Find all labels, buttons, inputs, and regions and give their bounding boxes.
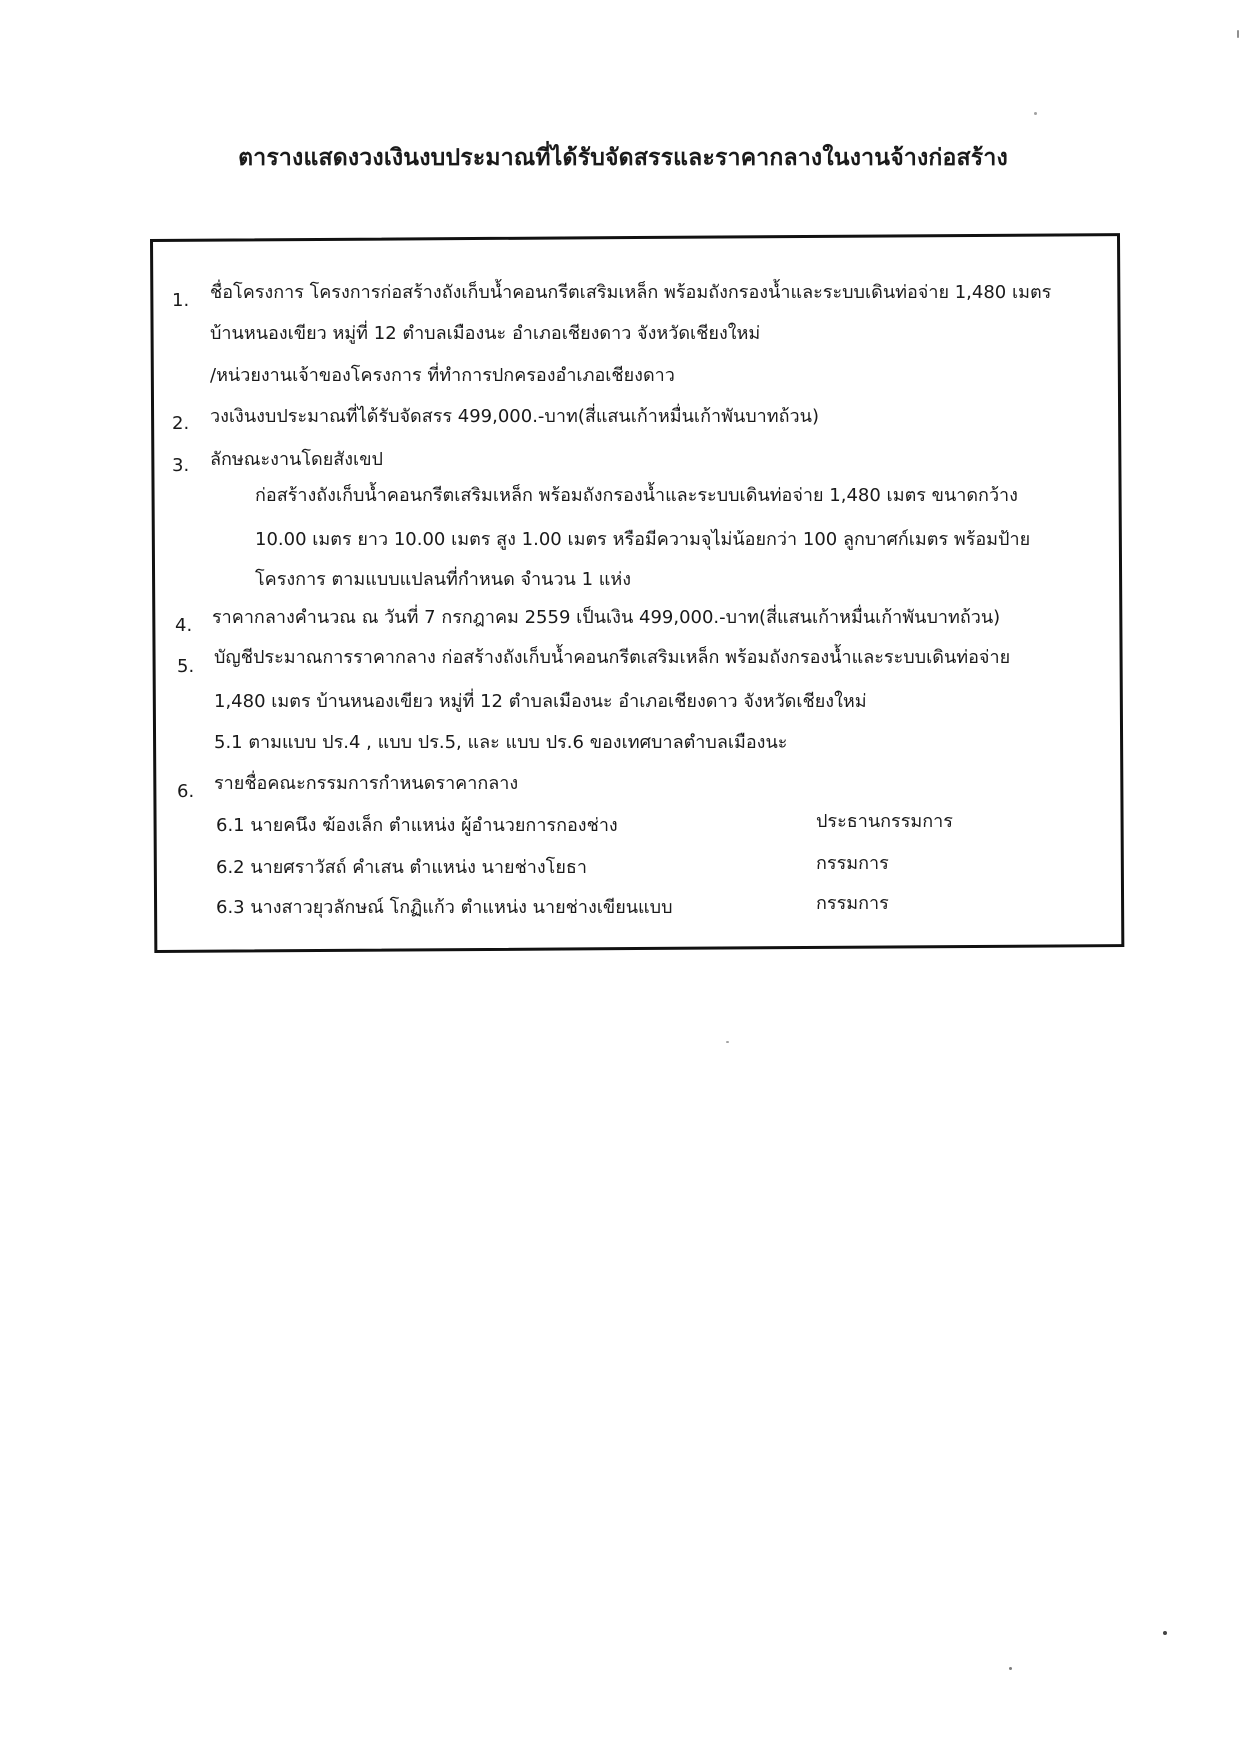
scan-speck bbox=[1009, 1667, 1012, 1670]
item-6-number: 6. bbox=[177, 781, 195, 802]
committee-member-1: 6.1 นายคนึง ฆ้องเล็ก ตำแหน่ง ผู้อำนวยการกองช่าง bbox=[216, 815, 618, 836]
item-2-number: 2. bbox=[172, 413, 190, 434]
item-5-line-3: 5.1 ตามแบบ ปร.4 , แบบ ปร.5, และ แบบ ปร.6 ของเทศบาลตำบลเมืองนะ bbox=[214, 732, 788, 753]
committee-role-3: กรรมการ bbox=[816, 893, 889, 914]
item-5-line-1: บัญชีประมาณการราคากลาง ก่อสร้างถังเก็บน้ำคอนกรีตเสริมเหล็ก พร้อมถังกรองน้ำและระบบเดินท่อจ่าย bbox=[214, 647, 1011, 668]
committee-member-3: 6.3 นางสาวยุวลักษณ์ โกฏิแก้ว ตำแหน่ง นายช่างเขียนแบบ bbox=[216, 897, 673, 918]
item-6-line-1: รายชื่อคณะกรรมการกำหนดราคากลาง bbox=[214, 773, 519, 794]
scan-speck bbox=[1163, 1631, 1167, 1635]
committee-role-2: กรรมการ bbox=[816, 853, 889, 874]
item-3-line-2: ก่อสร้างถังเก็บน้ำคอนกรีตเสริมเหล็ก พร้อมถังกรองน้ำและระบบเดินท่อจ่าย 1,480 เมตร ขนาดกว้าง bbox=[255, 485, 1018, 506]
item-1-line-2: บ้านหนองเขียว หมู่ที่ 12 ตำบลเมืองนะ อำเภอเชียงดาว จังหวัดเชียงใหม่ bbox=[210, 323, 761, 344]
item-3-line-1: ลักษณะงานโดยสังเขป bbox=[210, 449, 383, 470]
item-3-line-4: โครงการ ตามแบบแปลนที่กำหนด จำนวน 1 แห่ง bbox=[255, 569, 632, 590]
item-4-number: 4. bbox=[175, 615, 193, 636]
scan-speck bbox=[726, 1041, 729, 1043]
scan-speck bbox=[1034, 112, 1037, 115]
item-5-line-2: 1,480 เมตร บ้านหนองเขียว หมู่ที่ 12 ตำบลเมืองนะ อำเภอเชียงดาว จังหวัดเชียงใหม่ bbox=[214, 691, 867, 712]
item-1-line-1: ชื่อโครงการ โครงการก่อสร้างถังเก็บน้ำคอนกรีตเสริมเหล็ก พร้อมถังกรองน้ำและระบบเดินท่อจ่าย 1,480 เมตร bbox=[210, 282, 1052, 303]
committee-role-1: ประธานกรรมการ bbox=[816, 811, 953, 832]
page-title: ตารางแสดงวงเงินงบประมาณที่ได้รับจัดสรรและราคากลางในงานจ้างก่อสร้าง bbox=[238, 145, 1008, 171]
committee-member-2: 6.2 นายศราวัสถ์ คำเสน ตำแหน่ง นายช่างโยธา bbox=[216, 857, 587, 878]
item-3-number: 3. bbox=[172, 455, 190, 476]
scan-speck bbox=[1237, 30, 1239, 38]
item-2-line-1: วงเงินงบประมาณที่ได้รับจัดสรร 499,000.-บาท(สี่แสนเก้าหมื่นเก้าพันบาทถ้วน) bbox=[210, 406, 819, 427]
item-4-line-1: ราคากลางคำนวณ ณ วันที่ 7 กรกฎาคม 2559 เป็นเงิน 499,000.-บาท(สี่แสนเก้าหมื่นเก้าพันบาทถ้วน) bbox=[212, 607, 1001, 628]
item-5-number: 5. bbox=[177, 656, 195, 677]
item-3-line-3: 10.00 เมตร ยาว 10.00 เมตร สูง 1.00 เมตร หรือมีความจุไม่น้อยกว่า 100 ลูกบาศก์เมตร พร้อมป้าย bbox=[255, 529, 1031, 550]
item-1-line-3: /หน่วยงานเจ้าของโครงการ ที่ทำการปกครองอำเภอเชียงดาว bbox=[210, 365, 675, 386]
item-1-number: 1. bbox=[172, 290, 190, 311]
